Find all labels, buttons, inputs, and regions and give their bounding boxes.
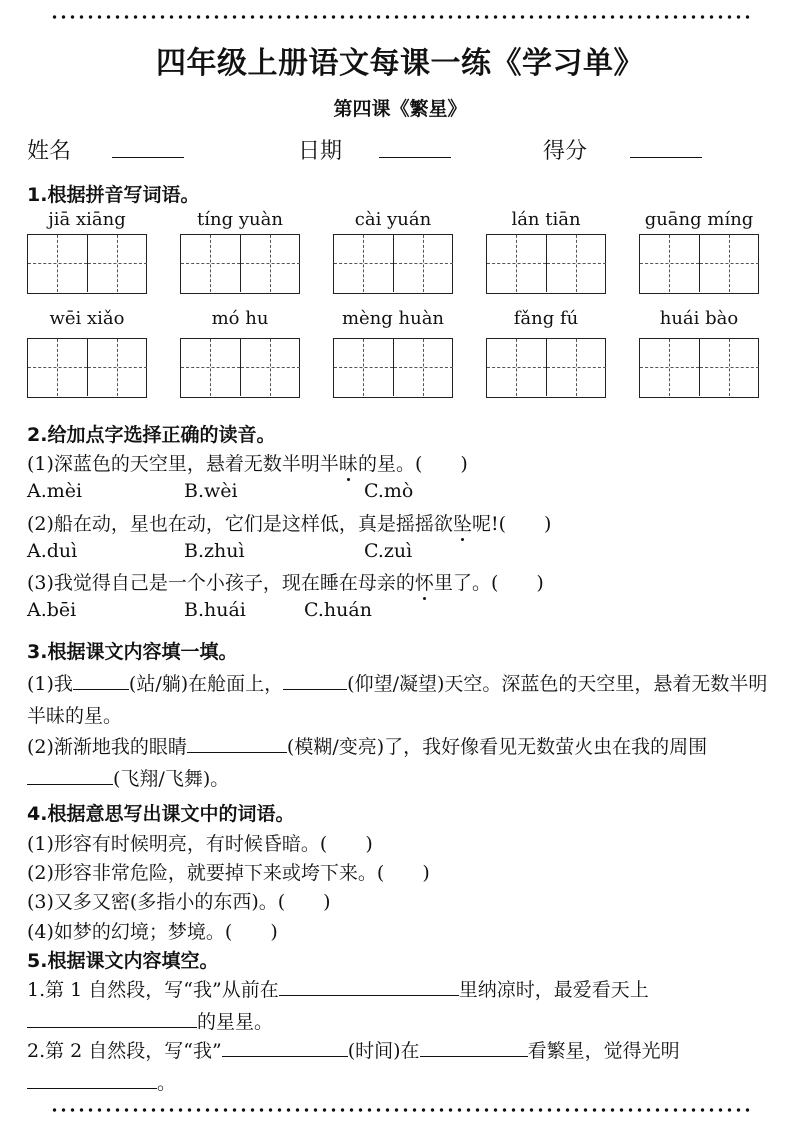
page-title: 四年级上册语文每课一练《学习单》 (156, 46, 644, 81)
writing-box[interactable] (27, 234, 147, 294)
question-text: (3)我觉得自己是一个小孩子，现在睡在母亲的 (27, 572, 415, 594)
question-text: (1)深蓝色的天空里，悬着无数半明半 (27, 453, 339, 475)
options-2-1 (27, 480, 413, 502)
pinyin-label: jiā xiāng (48, 209, 126, 230)
question-2-2 (27, 509, 551, 536)
fill-text: (2)渐渐地我的眼睛 (27, 736, 187, 758)
question-text: (2)船在动，星也在动，它们是这样低，真是摇摇欲 (27, 513, 453, 535)
section4-heading: 4.根据意思写出课文中的词语。 (27, 803, 295, 825)
lesson-subtitle: 第四课《繁星》 (333, 98, 467, 120)
answer-paren[interactable]: 呢!( ) (471, 513, 552, 535)
score-label: 得分 (543, 139, 588, 164)
writing-box[interactable] (639, 234, 759, 294)
pinyin-label: mèng huàn (341, 308, 445, 329)
option-c[interactable]: C.zuì (364, 540, 413, 562)
writing-box[interactable] (27, 338, 147, 398)
pinyin-label: tíng yuàn (197, 209, 283, 230)
option-c[interactable]: C.huán (304, 599, 372, 621)
question-4-3[interactable]: (3)又多又密(多指小的东西)。( ) (27, 891, 331, 913)
score-field (543, 134, 702, 165)
fill-text: 里纳凉时，最爱看天上 (458, 979, 649, 1001)
date-blank[interactable] (379, 135, 451, 158)
dotted-character: 坠 (453, 509, 472, 536)
pinyin-label: huái bào (659, 308, 739, 329)
fill-3-2 (27, 731, 777, 795)
writing-box[interactable] (333, 234, 453, 294)
fill-blank[interactable] (420, 1036, 528, 1057)
section3-heading: 3.根据课文内容填一填。 (27, 641, 238, 663)
option-a[interactable]: A.bēi (27, 599, 77, 621)
answer-paren[interactable]: 的星。( ) (357, 453, 468, 475)
question-4-2[interactable]: (2)形容非常危险，就要掉下来或垮下来。( ) (27, 862, 430, 884)
fill-blank[interactable] (27, 1068, 157, 1089)
date-label: 日期 (298, 139, 343, 164)
fill-blank[interactable] (279, 975, 459, 996)
fill-blank[interactable] (187, 732, 287, 753)
options-2-2 (27, 540, 412, 562)
fill-text: (站/躺)在舱面上， (128, 673, 284, 695)
fill-text: 1.第 1 自然段，写“我”从前在 (27, 979, 279, 1001)
option-b[interactable]: B.huái (184, 599, 246, 621)
score-blank[interactable] (630, 135, 702, 158)
date-field (298, 134, 451, 165)
name-blank[interactable] (112, 135, 184, 158)
writing-box[interactable] (180, 234, 300, 294)
question-4-4[interactable]: (4)如梦的幻境；梦境。( ) (27, 921, 278, 943)
fill-blank[interactable] (283, 669, 347, 690)
pinyin-label: fǎng fú (513, 308, 579, 329)
fill-blank[interactable] (27, 764, 113, 785)
option-b[interactable]: B.zhuì (184, 540, 245, 562)
fill-text: (模糊/变亮)了，我好像看见无数萤火虫在我的周围 (286, 736, 708, 758)
question-2-1 (27, 449, 468, 476)
fill-blank[interactable] (27, 1007, 197, 1028)
dotted-border-top (50, 15, 750, 19)
options-2-3 (27, 599, 372, 621)
option-a[interactable]: A.mèi (27, 480, 83, 502)
section5-heading: 5.根据课文内容填空。 (27, 950, 219, 972)
option-c[interactable]: C.mò (364, 480, 414, 502)
fill-text: (时间)在 (347, 1040, 420, 1062)
pinyin-label: mó hu (211, 308, 269, 329)
fill-text: 的星星。 (197, 1011, 274, 1033)
fill-5-2 (27, 1035, 777, 1099)
writing-box[interactable] (486, 338, 606, 398)
fill-5-1 (27, 974, 777, 1038)
section1-heading: 1.根据拼音写词语。 (27, 184, 200, 206)
fill-blank[interactable] (73, 669, 129, 690)
fill-text: (1)我 (27, 673, 73, 695)
dotted-character: 昧 (339, 449, 358, 476)
pinyin-label: lán tiān (511, 209, 581, 230)
fill-text: (飞翔/飞舞)。 (113, 768, 230, 790)
option-b[interactable]: B.wèi (184, 480, 238, 502)
fill-text: 。 (157, 1072, 177, 1094)
writing-box[interactable] (639, 338, 759, 398)
writing-box[interactable] (333, 338, 453, 398)
pinyin-label: wēi xiǎo (49, 308, 125, 329)
fill-text: (仰望/凝望)天空。深蓝色的天空里，悬着无数半明半昧的星。 (27, 673, 768, 727)
section2-heading: 2.给加点字选择正确的读音。 (27, 424, 276, 446)
fill-text: 2.第 2 自然段，写“我” (27, 1040, 222, 1062)
option-a[interactable]: A.duì (27, 540, 78, 562)
name-field (27, 134, 184, 165)
writing-box[interactable] (486, 234, 606, 294)
answer-paren[interactable]: 里了。( ) (433, 572, 544, 594)
name-label: 姓名 (27, 139, 72, 164)
pinyin-label: guāng míng (644, 209, 754, 230)
dotted-border-bottom (50, 1108, 750, 1112)
question-2-3 (27, 568, 544, 595)
fill-blank[interactable] (222, 1036, 348, 1057)
question-4-1[interactable]: (1)形容有时候明亮，有时候昏暗。( ) (27, 833, 373, 855)
dotted-character: 怀 (415, 568, 434, 595)
fill-text: 看繁星，觉得光明 (527, 1040, 680, 1062)
fill-3-1 (27, 668, 777, 732)
writing-box[interactable] (180, 338, 300, 398)
pinyin-label: cài yuán (354, 209, 432, 230)
